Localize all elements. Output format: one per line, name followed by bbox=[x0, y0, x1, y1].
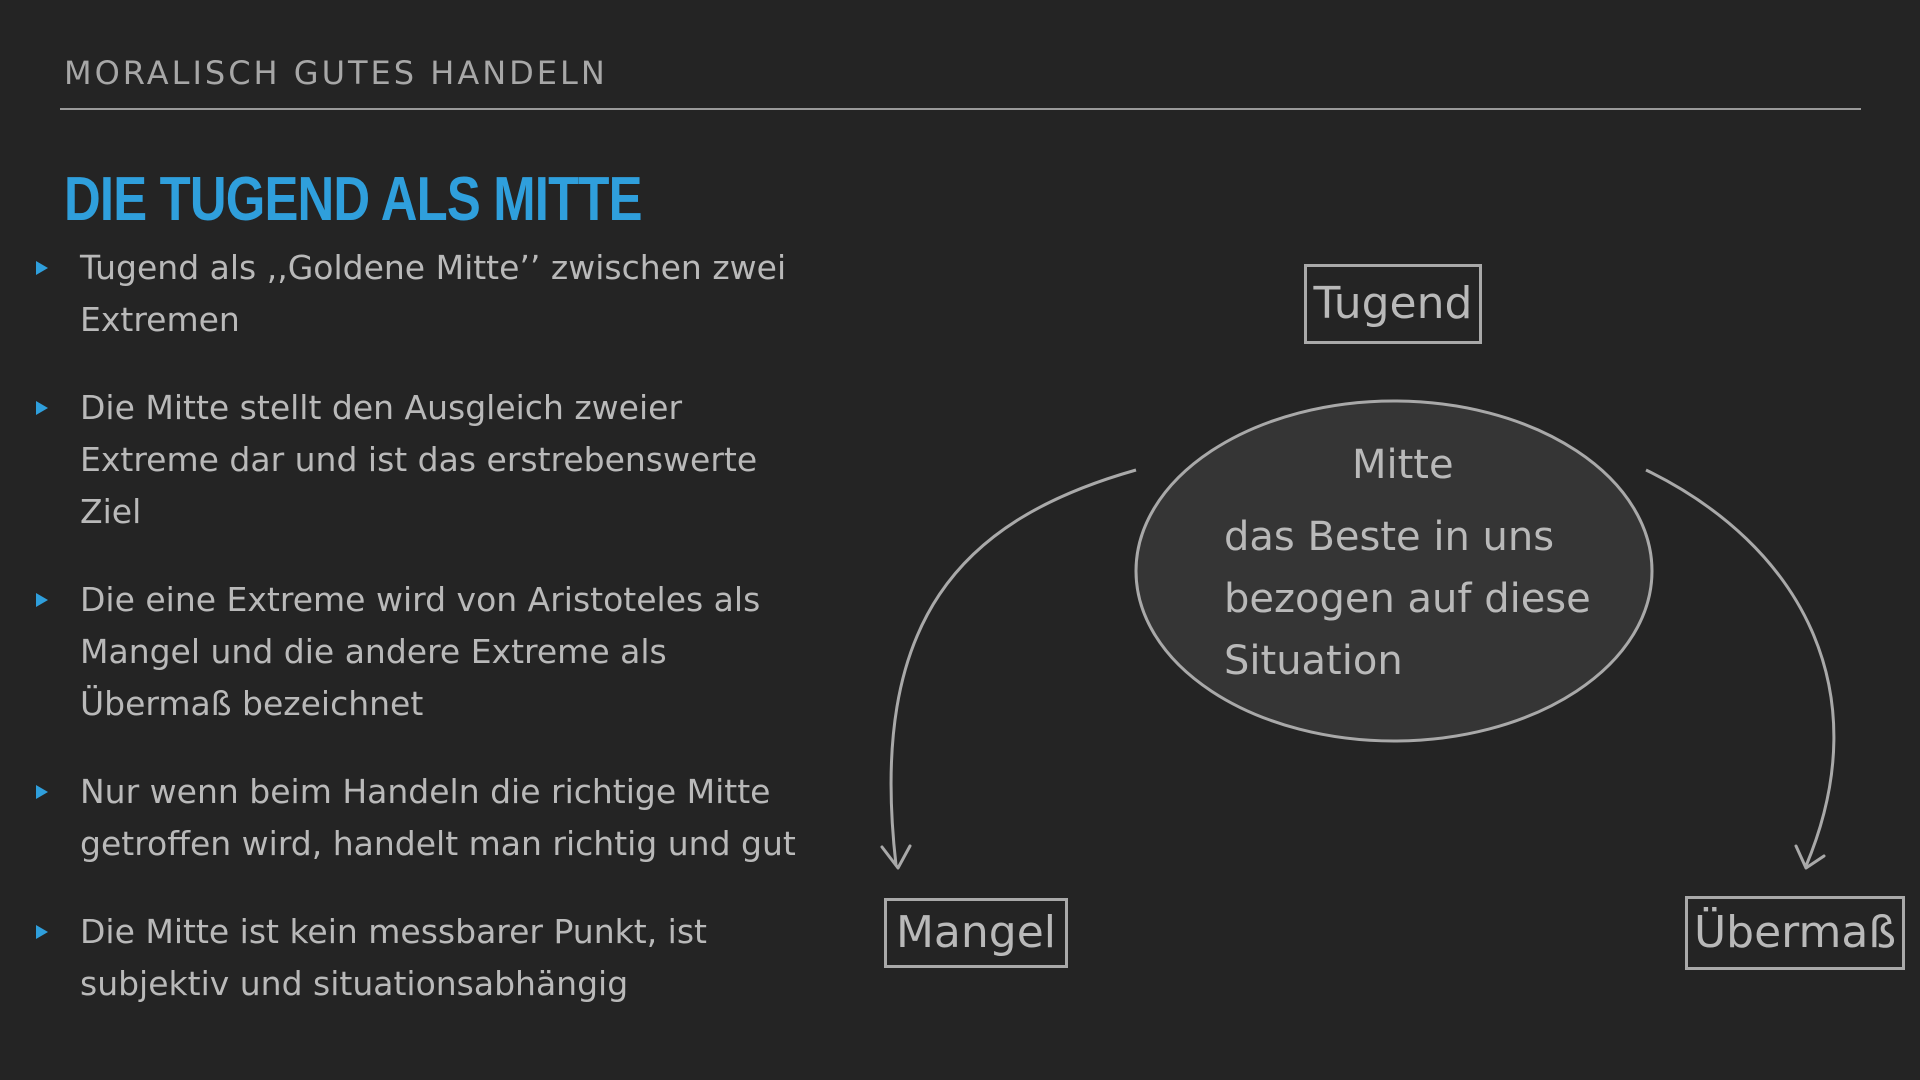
tugend-box: Tugend bbox=[1304, 264, 1482, 344]
bullet-text: Die Mitte stellt den Ausgleich zweier Extreme dar und ist das erstrebenswerte Ziel bbox=[80, 388, 758, 531]
uebermass-box: Übermaß bbox=[1685, 896, 1905, 970]
arrow-to-uebermass bbox=[1646, 470, 1834, 866]
mitte-description: das Beste in uns bezogen auf diese Situation bbox=[1224, 514, 1591, 684]
arrow-to-mangel bbox=[891, 470, 1136, 865]
bullet-text: Tugend als ,,Goldene Mitte’’ zwischen zwei Extremen bbox=[80, 248, 787, 339]
mangel-box: Mangel bbox=[884, 898, 1068, 968]
mitte-title: Mitte bbox=[1352, 442, 1454, 488]
bullet-text: Die eine Extreme wird von Aristoteles als Mangel und die andere Extreme als Übermaß bezeichnet bbox=[80, 580, 761, 723]
slide-title: DIE TUGEND ALS MITTE bbox=[64, 165, 642, 234]
bullet-text: Die Mitte ist kein messbarer Punkt, ist subjektiv und situationsabhängig bbox=[80, 912, 707, 1003]
bullet-text: Nur wenn beim Handeln die richtige Mitte getroffen wird, handelt man richtig und gut bbox=[80, 772, 796, 863]
section-header: MORALISCH GUTES HANDELN bbox=[64, 54, 608, 92]
